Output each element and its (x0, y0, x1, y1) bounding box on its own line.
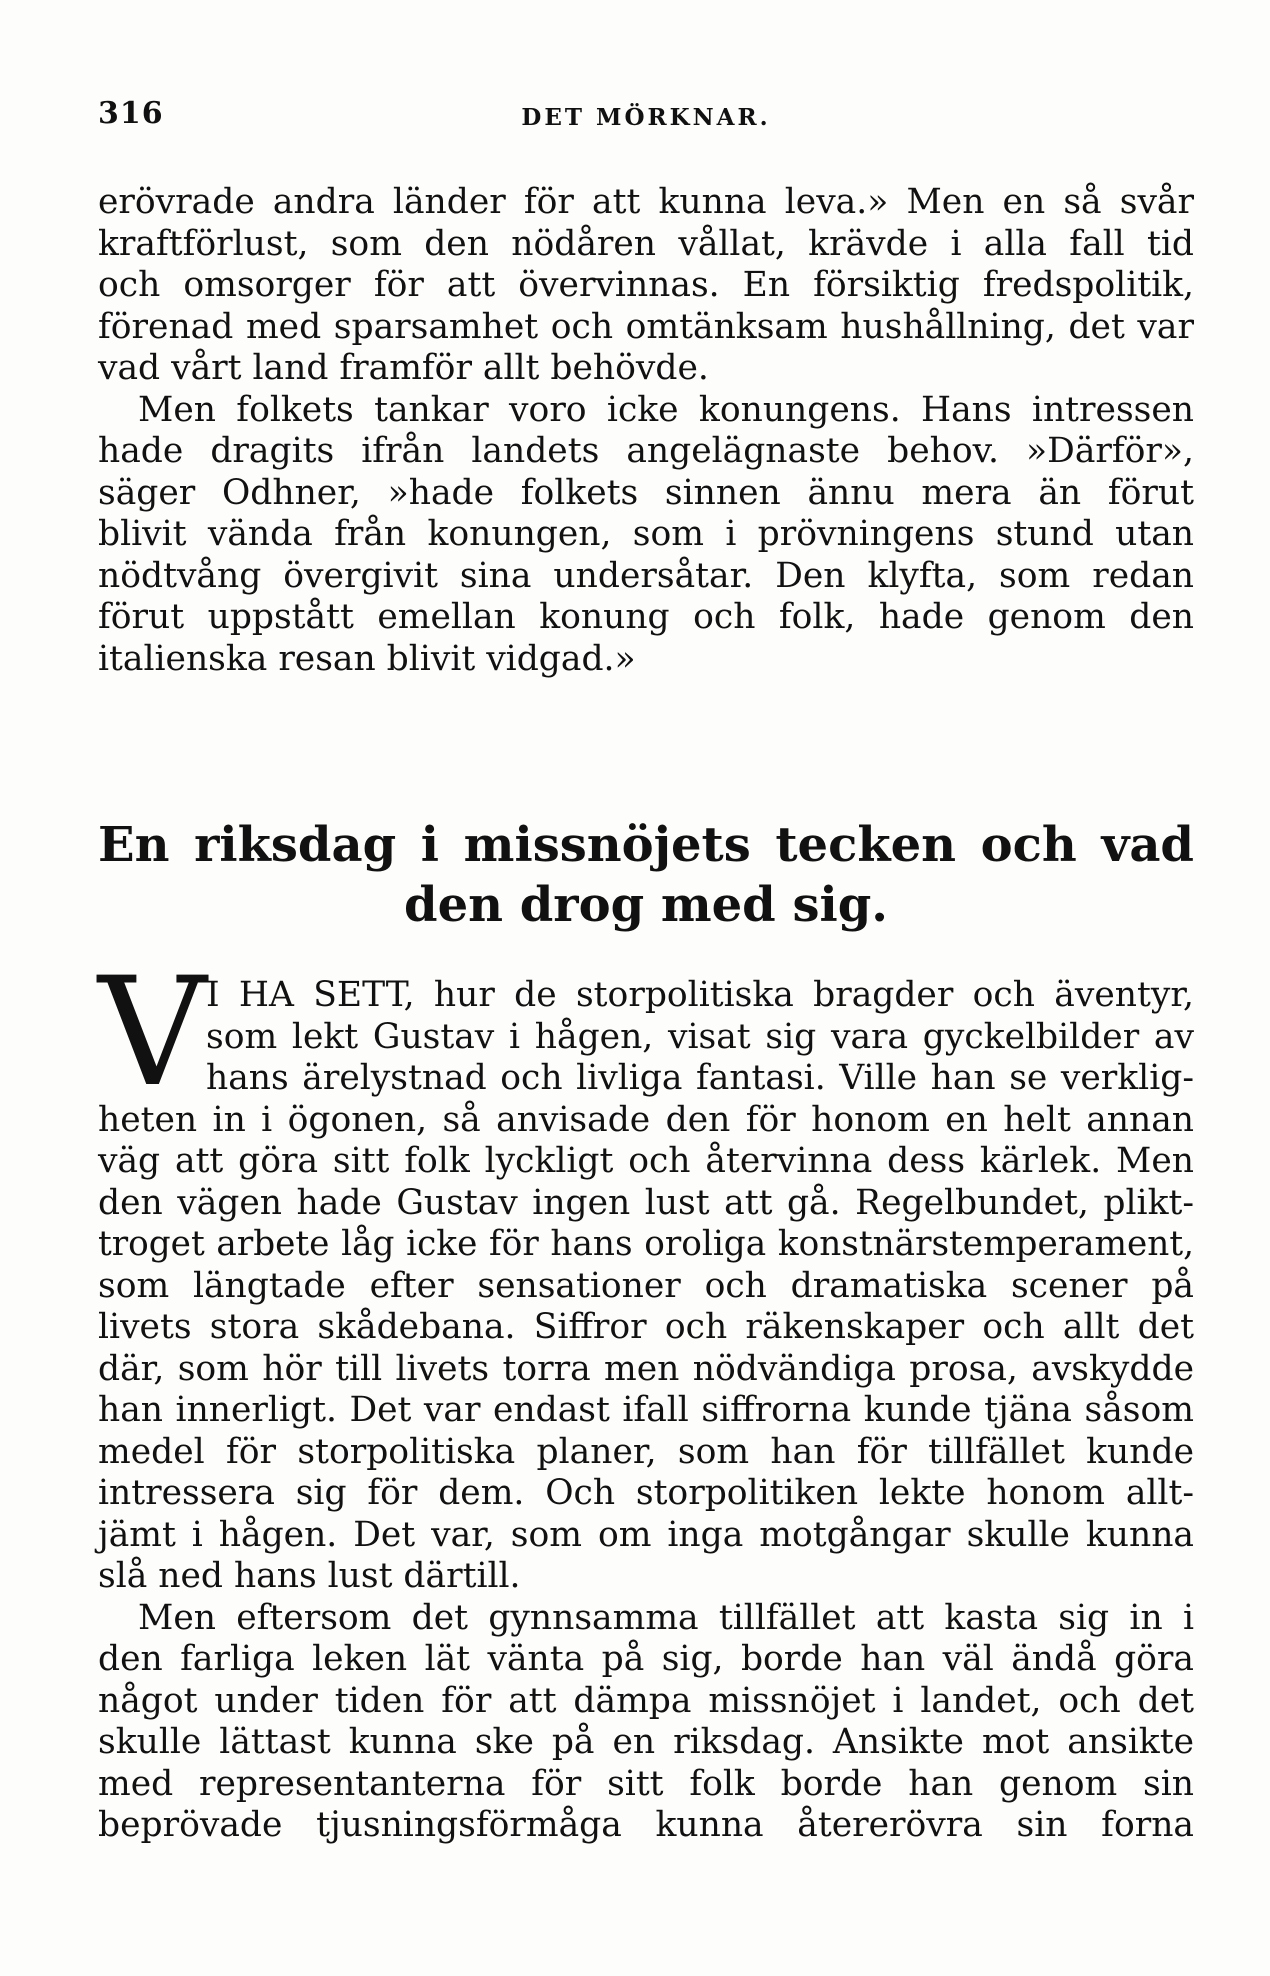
text-line: den vägen hade Gustav ingen lust att gå. Regelbundet, plikt- (98, 1182, 1194, 1223)
text-line: där, som hör till livets torra men nödvändiga prosa, avskydde (98, 1348, 1194, 1389)
heading-line-1: En riksdag i missnöjets tecken och vad (98, 817, 1194, 873)
text-line: blivit vända från konungen, som i prövningens stund utan (98, 514, 1194, 554)
text-line: hade dragits ifrån landets angelägnaste behov. »Därför», (98, 431, 1194, 471)
text-line: säger Odhner, »hade folkets sinnen ännu mera än förut (98, 472, 1194, 513)
text-line: italienska resan blivit vidgad.» (98, 638, 636, 679)
text-line: han innerligt. Det var endast ifall siffrorna kunde tjäna såsom (98, 1390, 1194, 1430)
text-line: hans ärelystnad och livliga fantasi. Ville han se verklig- (206, 1058, 1194, 1098)
paragraph-3 (98, 975, 1194, 1598)
text-line: förenad med sparsamhet och omtänksam hushållning, det var (98, 306, 1194, 347)
drop-cap: V (98, 946, 207, 1120)
text-line: I HA SETT, hur de storpolitiska bragder och äventyr, (206, 975, 1194, 1015)
paragraph-4 (98, 1598, 1194, 1847)
text-line: intressera sig för dem. Och storpolitiken lekte honom allt- (98, 1473, 1194, 1513)
text-line: beprövade tjusningsförmåga kunna återerövra sin forna (98, 1805, 1194, 1845)
text-line: nödtvång övergivit sina undersåtar. Den klyfta, som redan (98, 555, 1194, 596)
text-line: något under tiden för att dämpa missnöjet i landet, och det (98, 1680, 1194, 1721)
text-line: som lekt Gustav i hågen, visat sig vara gyckelbilder av (206, 1016, 1194, 1057)
text-line: med representanterna för sitt folk borde han genom sin (98, 1763, 1194, 1804)
text-line: vad vårt land framför allt behövde. (98, 348, 709, 388)
page-header (98, 96, 1194, 142)
paragraph-1 (98, 182, 1194, 390)
text-line: skulle lättast kunna ske på en riksdag. Ansikte mot ansikte (98, 1722, 1194, 1762)
running-head: DET MÖRKNAR. (521, 104, 771, 131)
text-line: livets stora skådebana. Siffror och räkenskaper och allt det (98, 1307, 1194, 1347)
text-line: och omsorger för att övervinnas. En försiktig fredspolitik, (98, 265, 1194, 305)
text-line: den farliga leken lät vänta på sig, borde han väl ändå göra (98, 1639, 1194, 1679)
section-heading (98, 815, 1194, 935)
text-line: troget arbete låg icke för hans oroliga konstnärstemperament, (98, 1224, 1194, 1264)
text-line: slå ned hans lust därtill. (98, 1556, 521, 1596)
text-line: som längtade efter sensationer och dramatiska scener på (98, 1265, 1194, 1306)
text-line: erövrade andra länder för att kunna leva.» Men en så svår (98, 182, 1194, 222)
paragraph-2 (98, 390, 1194, 681)
text-line: väg att göra sitt folk lyckligt och återvinna dess kärlek. Men (98, 1141, 1194, 1181)
text-line: Men eftersom det gynnsamma tillfället att kasta sig in i (138, 1597, 1194, 1638)
text-line: jämt i hågen. Det var, som om inga motgångar skulle kunna (98, 1514, 1194, 1555)
text-line: heten in i ögonen, så anvisade den för honom en helt annan (98, 1099, 1194, 1140)
text-line: medel för storpolitiska planer, som han för tillfället kunde (98, 1431, 1194, 1472)
heading-line-2: den drog med sig. (404, 877, 888, 933)
page-number: 316 (98, 96, 164, 131)
text-line: kraftförlust, som den nödåren vållat, krävde i alla fall tid (98, 223, 1194, 264)
text-line: förut uppstått emellan konung och folk, hade genom den (98, 597, 1194, 637)
text-line: Men folkets tankar voro icke konungens. Hans intressen (138, 389, 1194, 430)
